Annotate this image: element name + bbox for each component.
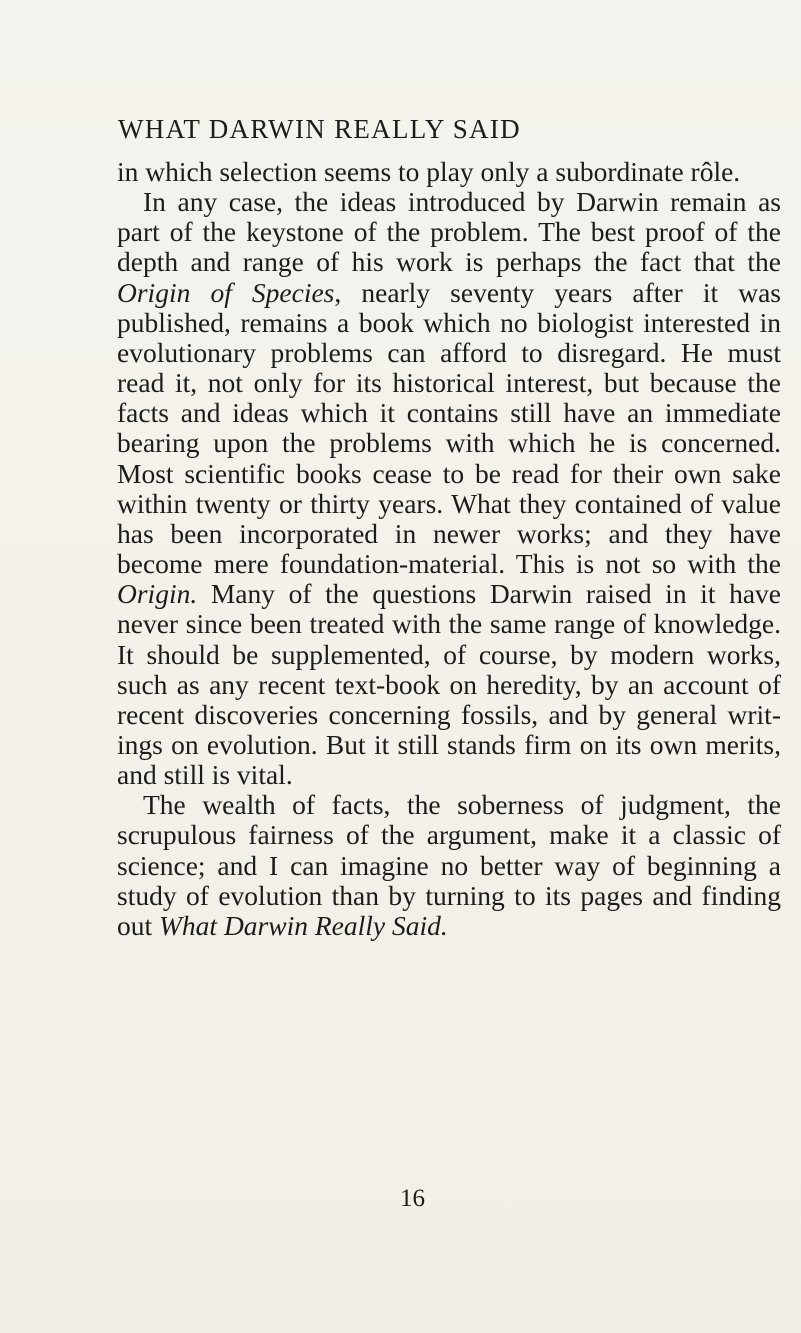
body-text — [117, 157, 781, 941]
text-segment: Many of the questions Darwin raised in it have never since been treated with the same range of knowledge. It should be supplemented, of course, by modern works, such as any recent text-book on heredity, by an account of recent discoveries concerning fossils, and by general writings on evolution. But it still stands firm on its own merits, and still is vital. — [117, 578, 781, 791]
book-title-what-darwin-really-said: What Darwin Really Said. — [159, 909, 448, 941]
paragraph-continuation — [117, 157, 781, 187]
text-segment: In any case, the ideas introduced by Darwin remain as part of the keystone of the problem. The best proof of the depth and range of his work is perhaps the fact that the — [117, 186, 781, 278]
paragraph-wealth-of-facts — [117, 790, 781, 941]
page-number: 16 — [400, 1185, 425, 1212]
book-title-origin-of-species: Origin of Species — [117, 276, 335, 308]
text-segment: The wealth of facts, the soberness of judgment, the scrupulous fairness of the argument, make it a classic of science; and I can imagine no better way of beginning a study of evolution than by turning to its pages and finding out — [117, 789, 781, 941]
text-segment: in which selection seems to play only a subordinate rôle. — [117, 156, 741, 187]
paragraph-keystone — [117, 187, 781, 790]
running-head: WHAT DARWIN REALLY SAID — [118, 114, 521, 144]
book-title-origin: Origin. — [117, 578, 198, 610]
text-segment: , nearly seventy years after it was published, remains a book which no biologist interested in evolutionary problems can afford to disregard. He must read it, not only for its historical interest, but because the facts and ideas which it contains still have an immediate bearing upon the problems with which he is concerned. Most scientific books cease to be read for their own sake within twenty or thirty years. What they contained of value has been incorporated in newer works; and they have become mere foundation-material. This is not so with the — [117, 276, 781, 580]
